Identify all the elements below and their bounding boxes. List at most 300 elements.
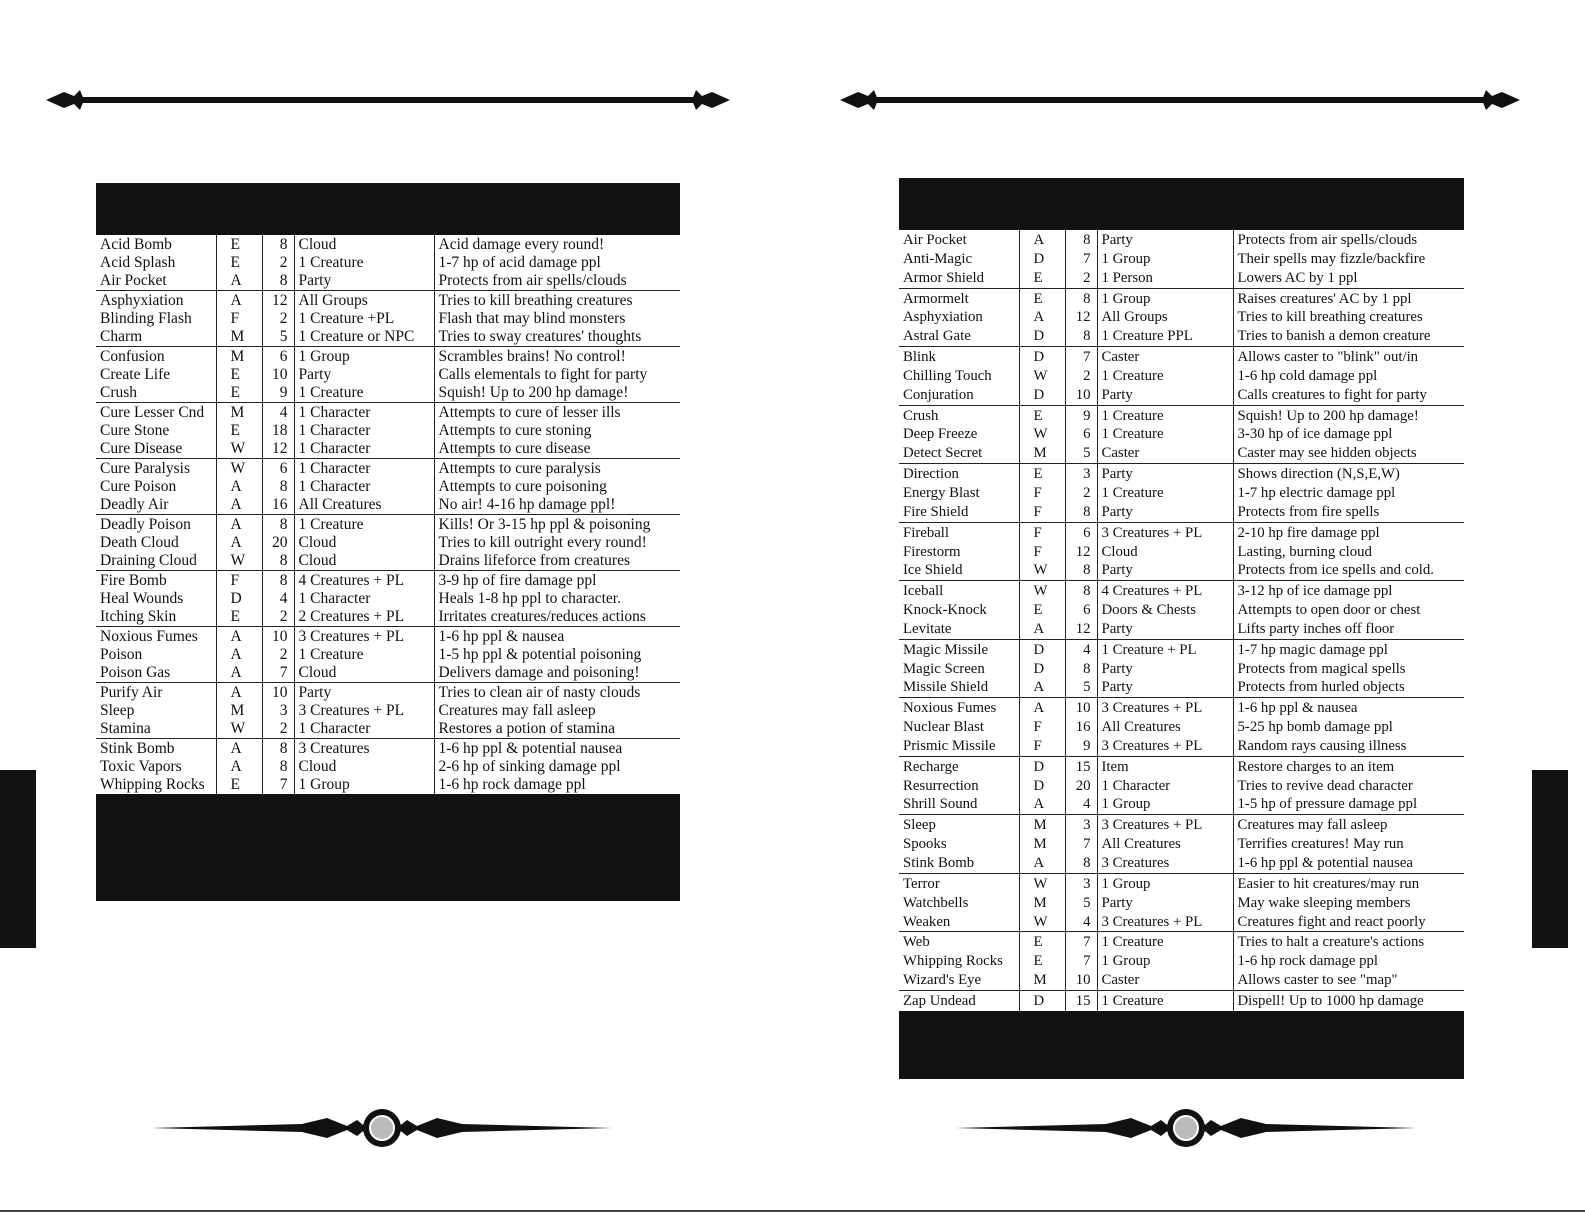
spell-name: Fire Shield <box>899 503 1019 522</box>
spell-school: A <box>1019 698 1065 718</box>
spell-name: Acid Bomb <box>96 235 216 254</box>
table-row <box>899 308 1464 327</box>
spell-name: Cure Paralysis <box>96 459 216 479</box>
spell-target: 1 Character <box>294 459 434 479</box>
spell-target: 4 Creatures + PL <box>1097 581 1233 601</box>
spell-list-left <box>96 235 680 794</box>
table-row <box>96 310 680 328</box>
spell-target: 1 Creature <box>294 515 434 535</box>
table-row <box>899 620 1464 639</box>
spell-points: 8 <box>1065 561 1097 580</box>
spell-name: Heal Wounds <box>96 590 216 608</box>
table-row <box>899 678 1464 697</box>
table-row <box>96 646 680 664</box>
spell-effect: Scrambles brains! No control! <box>438 348 626 365</box>
spell-name: Nuclear Blast <box>899 718 1019 737</box>
spell-points: 6 <box>1065 601 1097 620</box>
spell-school: E <box>216 776 262 794</box>
spell-effect: Lowers AC by 1 ppl <box>1233 269 1464 288</box>
spell-effect: 5-25 hp bomb damage ppl <box>1237 719 1393 736</box>
spell-points: 6 <box>262 459 294 479</box>
spell-name: Whipping Rocks <box>899 952 1019 971</box>
spell-school: D <box>1019 327 1065 346</box>
table-row <box>96 552 680 571</box>
spell-school: D <box>1019 639 1065 659</box>
spell-school: M <box>1019 815 1065 835</box>
table-row <box>96 291 680 311</box>
spell-effect: 3-12 hp of ice damage ppl <box>1237 583 1393 600</box>
spell-points: 20 <box>262 534 294 552</box>
spell-effect: Terrifies creatures! May run <box>1237 836 1404 853</box>
table-row <box>96 627 680 647</box>
spell-school: A <box>1019 854 1065 873</box>
spell-target: 1 Character <box>294 422 434 440</box>
spell-school: M <box>1019 444 1065 463</box>
spell-effect: Attempts to cure poisoning <box>438 478 607 495</box>
spell-school: E <box>1019 269 1065 288</box>
spell-effect: 1-7 hp magic damage ppl <box>1237 641 1388 658</box>
spell-name: Air Pocket <box>96 272 216 291</box>
table-row <box>899 581 1464 601</box>
table-row <box>899 601 1464 620</box>
spell-school: W <box>1019 581 1065 601</box>
spell-effect: 1-6 hp ppl & nausea <box>1237 700 1358 717</box>
spell-name: Itching Skin <box>96 608 216 627</box>
spell-name: Cure Lesser Cnd <box>96 403 216 423</box>
spell-name: Iceball <box>899 581 1019 601</box>
table-row <box>96 683 680 703</box>
spell-school: F <box>1019 503 1065 522</box>
spell-points: 4 <box>262 403 294 423</box>
spell-points: 18 <box>262 422 294 440</box>
spell-school: A <box>216 272 262 291</box>
spell-effect: Attempts to cure disease <box>434 440 680 459</box>
spell-effect: 2-6 hp of sinking damage ppl <box>438 758 621 775</box>
spell-name: Conjuration <box>899 386 1019 405</box>
spell-target: Cloud <box>294 664 434 683</box>
spell-target: 3 Creatures + PL <box>294 627 434 647</box>
table-row <box>899 561 1464 580</box>
spell-target: 1 Creature <box>1097 932 1233 952</box>
spell-effect: Creatures may fall asleep <box>1237 817 1388 834</box>
spell-effect: Irritates creatures/reduces actions <box>434 608 680 627</box>
spell-name: Sleep <box>899 815 1019 835</box>
spell-school: E <box>1019 952 1065 971</box>
table-row <box>899 269 1464 288</box>
spell-points: 7 <box>1065 835 1097 854</box>
spell-points: 4 <box>1065 795 1097 814</box>
table-row <box>96 571 680 591</box>
spell-effect: Drains lifeforce from creatures <box>434 552 680 571</box>
spell-target: 1 Creature <box>294 384 434 403</box>
spell-effect: Squish! Up to 200 hp damage! <box>1237 407 1419 424</box>
spell-school: A <box>1019 308 1065 327</box>
spell-name: Crush <box>899 405 1019 425</box>
spell-name: Magic Screen <box>899 660 1019 679</box>
spell-target: 1 Creature <box>1097 425 1233 444</box>
spell-effect: Tries to clean air of nasty clouds <box>438 684 641 701</box>
spell-name: Blink <box>899 347 1019 367</box>
spell-name: Fire Bomb <box>96 571 216 591</box>
spell-name: Shrill Sound <box>899 795 1019 814</box>
spell-points: 10 <box>262 683 294 703</box>
spell-name: Cure Poison <box>96 478 216 496</box>
spell-target: 4 Creatures + PL <box>294 571 434 591</box>
spell-name: Confusion <box>96 347 216 367</box>
page-edge-line <box>792 1210 1585 1212</box>
spell-points: 5 <box>1065 894 1097 913</box>
spell-target: 3 Creatures + PL <box>1097 698 1233 718</box>
spell-school: M <box>216 347 262 367</box>
spell-school: D <box>1019 250 1065 269</box>
table-row <box>899 873 1464 893</box>
spell-effect: Their spells may fizzle/backfire <box>1237 250 1426 267</box>
spell-list-right <box>899 230 1464 1011</box>
spell-school: F <box>1019 484 1065 503</box>
table-row <box>96 459 680 479</box>
spell-effect: Attempts to open door or chest <box>1237 602 1421 619</box>
table-row <box>899 288 1464 308</box>
spell-target: 3 Creatures + PL <box>1097 815 1233 835</box>
spell-name: Charm <box>96 328 216 347</box>
spell-target: Party <box>1097 464 1233 484</box>
spell-target: Party <box>294 683 434 703</box>
spell-school: F <box>1019 718 1065 737</box>
spell-effect: Protects from magical spells <box>1237 660 1406 677</box>
spell-points: 8 <box>262 739 294 759</box>
spell-effect: Restores a potion of stamina <box>434 720 680 739</box>
spell-target: 1 Group <box>294 776 434 794</box>
spell-points: 15 <box>1065 756 1097 776</box>
table-footer-bar <box>899 1011 1464 1079</box>
spell-effect: Easier to hit creatures/may run <box>1237 875 1420 892</box>
spell-effect: Tries to revive dead character <box>1237 777 1413 794</box>
top-ornament-rule <box>840 86 1520 114</box>
table-row <box>899 250 1464 269</box>
table-row <box>899 756 1464 776</box>
spell-name: Cure Disease <box>96 440 216 459</box>
spell-name: Direction <box>899 464 1019 484</box>
spell-points: 2 <box>1065 269 1097 288</box>
spell-name: Deadly Poison <box>96 515 216 535</box>
spell-target: 1 Group <box>1097 250 1233 269</box>
spell-school: M <box>216 403 262 423</box>
spell-target: 1 Group <box>294 347 434 367</box>
spell-target: Caster <box>1097 971 1233 990</box>
table-row <box>96 254 680 272</box>
spell-points: 2 <box>262 608 294 627</box>
spell-target: 3 Creatures <box>1097 854 1233 873</box>
spell-points: 8 <box>1065 230 1097 250</box>
spell-points: 8 <box>1065 503 1097 522</box>
table-row <box>96 403 680 423</box>
spell-points: 2 <box>1065 367 1097 386</box>
spell-name: Weaken <box>899 913 1019 932</box>
spell-name: Whipping Rocks <box>96 776 216 794</box>
table-row <box>899 327 1464 346</box>
spell-name: Watchbells <box>899 894 1019 913</box>
spell-points: 4 <box>262 590 294 608</box>
spell-points: 2 <box>262 646 294 664</box>
spell-points: 6 <box>1065 425 1097 444</box>
spell-target: 1 Creature <box>1097 484 1233 503</box>
spell-name: Cure Stone <box>96 422 216 440</box>
spell-target: 1 Creature + PL <box>1097 639 1233 659</box>
medallion-divider-icon <box>152 1102 612 1154</box>
spell-effect: Creatures fight and react poorly <box>1233 913 1464 932</box>
spell-points: 8 <box>262 571 294 591</box>
table-row <box>899 522 1464 542</box>
spell-points: 7 <box>262 664 294 683</box>
table-header-bar <box>899 178 1464 230</box>
spell-target: Party <box>1097 894 1233 913</box>
table-row <box>96 440 680 459</box>
spell-target: Cloud <box>294 235 434 254</box>
spell-points: 9 <box>262 384 294 403</box>
spell-effect: Tries to kill breathing creatures <box>1237 309 1423 326</box>
spell-target: 1 Character <box>294 720 434 739</box>
spell-target: 3 Creatures <box>294 739 434 759</box>
spell-points: 8 <box>262 235 294 254</box>
spell-name: Poison Gas <box>96 664 216 683</box>
spell-school: E <box>216 422 262 440</box>
spell-name: Deadly Air <box>96 496 216 515</box>
spell-name: Zap Undead <box>899 990 1019 1010</box>
spell-points: 4 <box>1065 913 1097 932</box>
spell-points: 9 <box>1065 405 1097 425</box>
spell-target: 1 Group <box>1097 288 1233 308</box>
spell-name: Chilling Touch <box>899 367 1019 386</box>
spell-target: Caster <box>1097 347 1233 367</box>
spell-school: M <box>1019 894 1065 913</box>
spell-name: Web <box>899 932 1019 952</box>
spell-school: A <box>216 496 262 515</box>
spell-target: All Creatures <box>1097 835 1233 854</box>
spell-points: 2 <box>262 720 294 739</box>
spell-target: 1 Creature <box>1097 405 1233 425</box>
spell-points: 8 <box>262 515 294 535</box>
table-row <box>899 795 1464 814</box>
spell-target: Party <box>1097 620 1233 639</box>
spell-effect: 1-6 hp ppl & potential nausea <box>1233 854 1464 873</box>
spell-target: Cloud <box>294 552 434 571</box>
spell-points: 20 <box>1065 777 1097 796</box>
spell-points: 6 <box>1065 522 1097 542</box>
fleur-ornament-icon <box>840 86 1520 114</box>
spell-name: Fireball <box>899 522 1019 542</box>
spell-effect: Allows caster to "blink" out/in <box>1237 349 1419 366</box>
table-row <box>96 422 680 440</box>
spell-points: 15 <box>1065 990 1097 1010</box>
spell-name: Blinding Flash <box>96 310 216 328</box>
table-row <box>96 515 680 535</box>
spell-effect: 1-6 hp cold damage ppl <box>1237 367 1378 384</box>
spell-effect: Protects from air spells/clouds <box>1237 232 1418 248</box>
spell-points: 7 <box>1065 347 1097 367</box>
spell-school: E <box>216 366 262 384</box>
table-row <box>899 854 1464 873</box>
spell-points: 6 <box>262 347 294 367</box>
spell-name: Ice Shield <box>899 561 1019 580</box>
table-row <box>899 405 1464 425</box>
table-row <box>96 328 680 347</box>
spell-effect: Calls elementals to fight for party <box>438 366 648 383</box>
spell-target: Cloud <box>1097 543 1233 562</box>
spell-points: 10 <box>1065 386 1097 405</box>
spell-target: All Groups <box>294 291 434 311</box>
spell-effect: Kills! Or 3-15 hp ppl & poisoning <box>438 516 651 533</box>
spell-target: Party <box>1097 678 1233 697</box>
bottom-ornament-divider <box>152 1102 612 1154</box>
spell-effect: Raises creatures' AC by 1 ppl <box>1237 290 1412 307</box>
spell-effect: 1-6 hp ppl & potential nausea <box>438 740 623 757</box>
table-row <box>899 952 1464 971</box>
spell-target: 1 Person <box>1097 269 1233 288</box>
medallion-divider-icon <box>956 1102 1416 1154</box>
spell-school: E <box>216 254 262 272</box>
table-row <box>899 971 1464 990</box>
spell-effect: Calls creatures to fight for party <box>1233 386 1464 405</box>
spell-target: Party <box>1097 660 1233 679</box>
spell-effect: Attempts to cure stoning <box>438 422 592 439</box>
spell-points: 12 <box>1065 620 1097 639</box>
table-row <box>899 503 1464 522</box>
spell-name: Sleep <box>96 702 216 720</box>
spell-target: Party <box>1097 561 1233 580</box>
spell-school: E <box>216 384 262 403</box>
spell-points: 12 <box>1065 308 1097 327</box>
spell-points: 3 <box>1065 815 1097 835</box>
spell-points: 16 <box>1065 718 1097 737</box>
spell-name: Noxious Fumes <box>899 698 1019 718</box>
spell-school: D <box>216 590 262 608</box>
spell-target: 3 Creatures + PL <box>1097 913 1233 932</box>
spell-effect: Protects from ice spells and cold. <box>1233 561 1464 580</box>
spell-points: 12 <box>262 440 294 459</box>
spell-points: 16 <box>262 496 294 515</box>
spell-name: Stamina <box>96 720 216 739</box>
spell-name: Asphyxiation <box>899 308 1019 327</box>
table-row <box>96 478 680 496</box>
spell-points: 12 <box>1065 543 1097 562</box>
spell-target: 3 Creatures + PL <box>1097 522 1233 542</box>
spell-school: A <box>216 291 262 311</box>
spell-points: 7 <box>1065 952 1097 971</box>
spell-points: 4 <box>1065 639 1097 659</box>
spell-target: 1 Creature or NPC <box>294 328 434 347</box>
spell-points: 9 <box>1065 737 1097 756</box>
spell-school: D <box>1019 990 1065 1010</box>
spell-target: 1 Group <box>1097 873 1233 893</box>
spell-name: Death Cloud <box>96 534 216 552</box>
spell-points: 8 <box>1065 581 1097 601</box>
spell-school: A <box>216 627 262 647</box>
spell-school: A <box>1019 230 1065 250</box>
table-row <box>899 815 1464 835</box>
spell-target: Party <box>1097 386 1233 405</box>
spell-points: 3 <box>262 702 294 720</box>
spell-name: Asphyxiation <box>96 291 216 311</box>
spell-school: F <box>1019 522 1065 542</box>
spell-target: All Creatures <box>1097 718 1233 737</box>
table-row <box>96 272 680 291</box>
spell-effect: Delivers damage and poisoning! <box>434 664 680 683</box>
spell-effect: 1-7 hp electric damage ppl <box>1237 484 1396 501</box>
spell-table-left <box>96 183 680 901</box>
spell-points: 8 <box>262 272 294 291</box>
spell-school: D <box>1019 347 1065 367</box>
spell-name: Create Life <box>96 366 216 384</box>
table-row <box>96 739 680 759</box>
table-row <box>899 484 1464 503</box>
spell-points: 5 <box>262 328 294 347</box>
spell-points: 10 <box>262 627 294 647</box>
spell-name: Recharge <box>899 756 1019 776</box>
spell-school: A <box>216 739 262 759</box>
spell-target: 1 Creature +PL <box>294 310 434 328</box>
spell-name: Levitate <box>899 620 1019 639</box>
spell-effect: 3-9 hp of fire damage ppl <box>438 572 597 589</box>
spell-target: 2 Creatures + PL <box>294 608 434 627</box>
spell-effect: Attempts to cure paralysis <box>438 460 601 477</box>
spell-target: Party <box>1097 503 1233 522</box>
spell-points: 3 <box>1065 464 1097 484</box>
table-row <box>899 835 1464 854</box>
spell-school: D <box>1019 660 1065 679</box>
spell-target: 1 Creature <box>1097 367 1233 386</box>
side-tab-marker <box>0 770 36 948</box>
spell-points: 8 <box>1065 660 1097 679</box>
spell-points: 8 <box>1065 327 1097 346</box>
spell-points: 10 <box>1065 971 1097 990</box>
spell-target: All Creatures <box>294 496 434 515</box>
spell-name: Acid Splash <box>96 254 216 272</box>
spell-target: 1 Character <box>294 478 434 496</box>
spell-school: W <box>1019 873 1065 893</box>
table-row <box>96 776 680 794</box>
spell-effect: Heals 1-8 hp ppl to character. <box>438 590 621 607</box>
spell-target: 1 Character <box>294 440 434 459</box>
spell-name: Prismic Missile <box>899 737 1019 756</box>
spell-school: M <box>1019 971 1065 990</box>
spell-effect: 1-7 hp of acid damage ppl <box>438 254 601 271</box>
spell-school: M <box>1019 835 1065 854</box>
spell-target: 1 Creature <box>294 254 434 272</box>
spell-target: 1 Character <box>294 590 434 608</box>
spell-effect: 1-6 hp rock damage ppl <box>1237 953 1379 970</box>
spell-effect: Tries to halt a creature's actions <box>1237 934 1425 951</box>
table-row <box>96 590 680 608</box>
table-row <box>899 990 1464 1010</box>
spell-school: F <box>216 571 262 591</box>
spell-name: Crush <box>96 384 216 403</box>
left-page <box>0 0 792 1225</box>
table-row <box>899 543 1464 562</box>
spell-effect: May wake sleeping members <box>1237 894 1411 911</box>
spell-points: 7 <box>262 776 294 794</box>
spell-points: 7 <box>1065 250 1097 269</box>
spell-effect: Protects from fire spells <box>1233 503 1464 522</box>
spell-school: W <box>216 459 262 479</box>
spell-name: Draining Cloud <box>96 552 216 571</box>
spell-name: Spooks <box>899 835 1019 854</box>
spell-name: Toxic Vapors <box>96 758 216 776</box>
spell-points: 10 <box>262 366 294 384</box>
spell-points: 8 <box>262 478 294 496</box>
spell-name: Noxious Fumes <box>96 627 216 647</box>
spell-points: 7 <box>1065 932 1097 952</box>
spell-points: 3 <box>1065 873 1097 893</box>
